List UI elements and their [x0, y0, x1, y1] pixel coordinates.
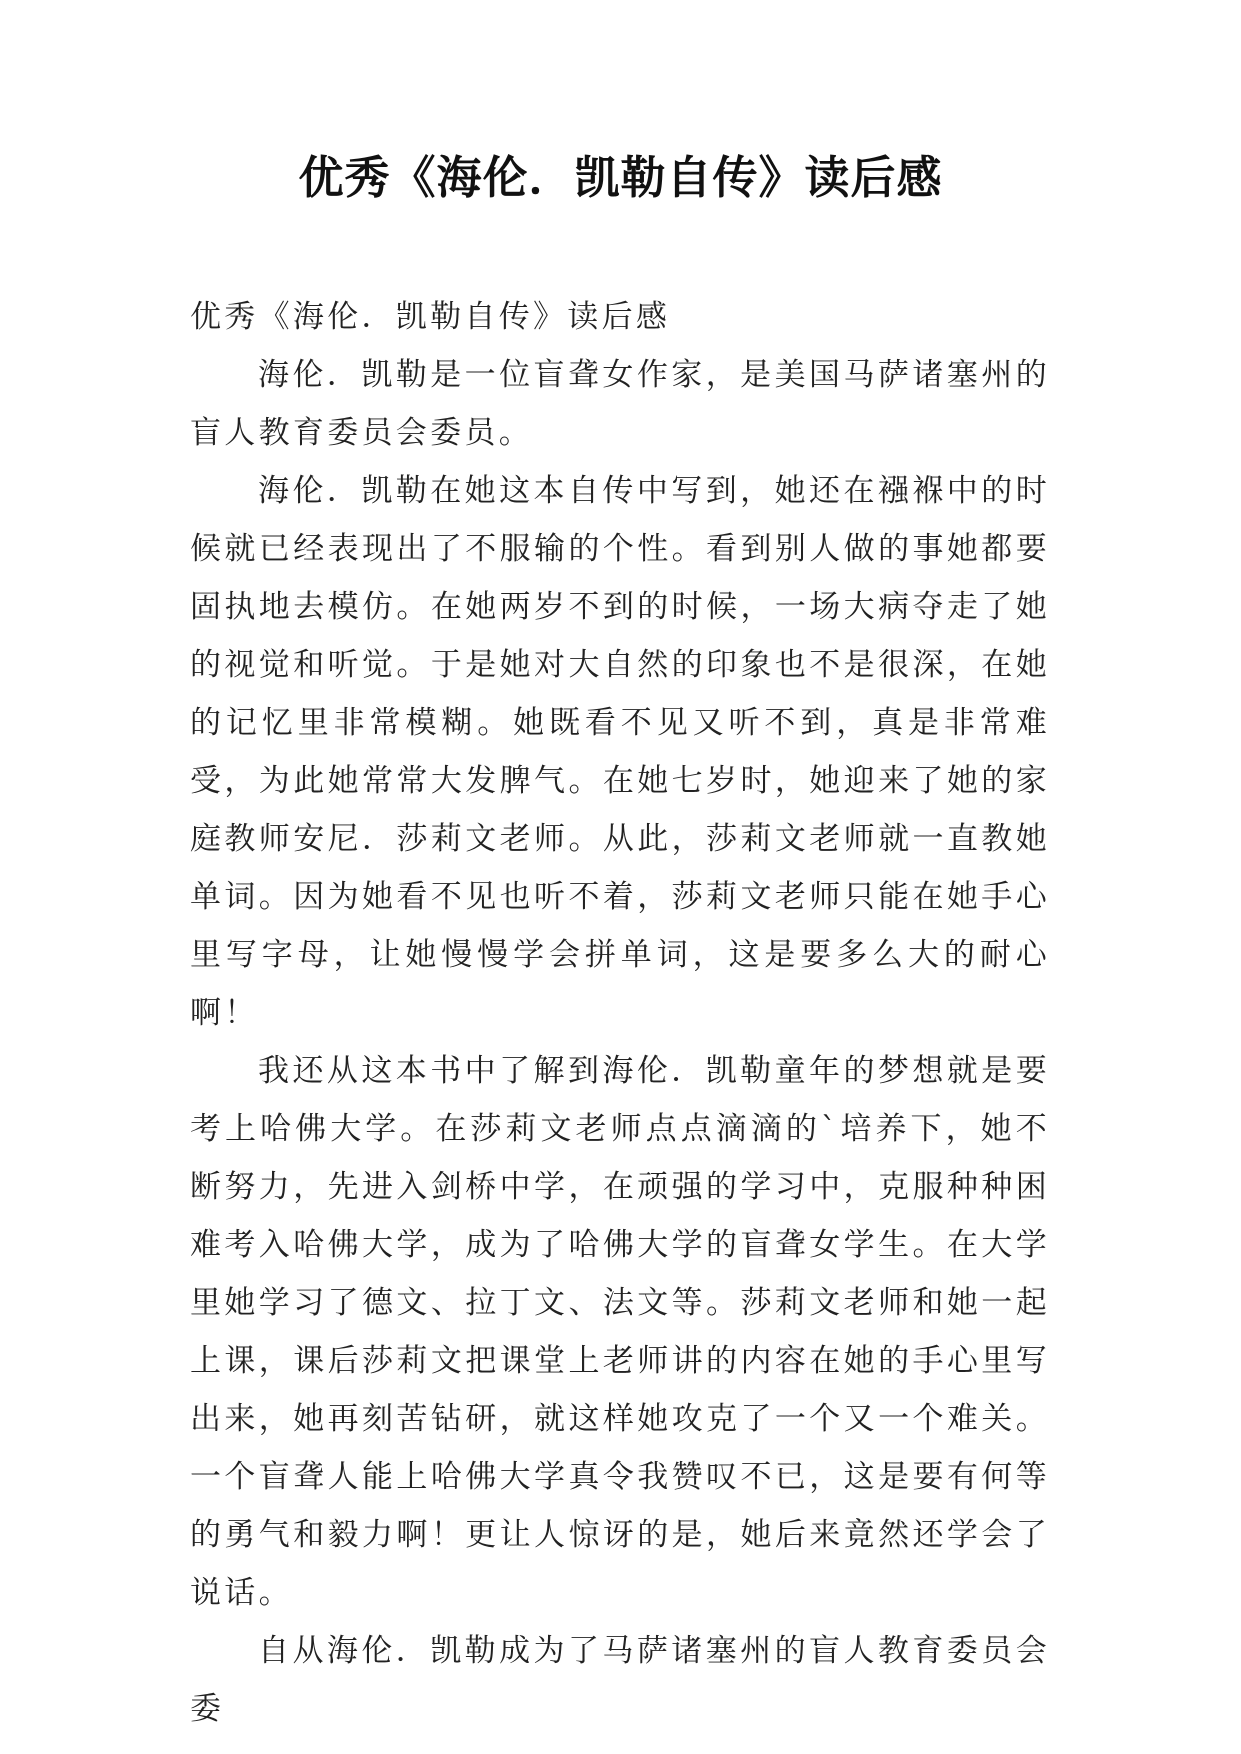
- paragraph: 海伦．凯勒在她这本自传中写到，她还在襁褓中的时候就已经表现出了不服输的个性。看到别人做的事她都要固执地去模仿。在她两岁不到的时候，一场大病夺走了她的视觉和听觉。于是她对大自然的印象也不是很深，在她的记忆里非常模糊。她既看不见又听不到，真是非常难受，为此她常常大发脾气。在她七岁时，她迎来了她的家庭教师安尼．莎莉文老师。从此，莎莉文老师就一直教她单词。因为她看不见也听不着，莎莉文老师只能在她手心里写字母，让她慢慢学会拼单词，这是要多么大的耐心啊！: [190, 473, 1050, 1031]
- document-title: 优秀《海伦．凯勒自传》读后感: [298, 151, 943, 204]
- document-subtitle: 优秀《海伦．凯勒自传》读后感: [190, 299, 671, 335]
- paragraph: 自从海伦．凯勒成为了马萨诸塞州的盲人教育委员会委: [190, 1633, 1050, 1727]
- document-body: [190, 288, 1050, 1738]
- paragraph: 我还从这本书中了解到海伦．凯勒童年的梦想就是要考上哈佛大学。在莎莉文老师点点滴滴的`培养下，她不断努力，先进入剑桥中学，在顽强的学习中，克服种种困难考入哈佛大学，成为了哈佛大学的盲聋女学生。在大学里她学习了德文、拉丁文、法文等。莎莉文老师和她一起上课，课后莎莉文把课堂上老师讲的内容在她的手心里写出来，她再刻苦钻研，就这样她攻克了一个又一个难关。一个盲聋人能上哈佛大学真令我赞叹不已，这是要有何等的勇气和毅力啊！更让人惊讶的是，她后来竟然还学会了说话。: [190, 1053, 1050, 1611]
- paragraph: 海伦．凯勒是一位盲聋女作家，是美国马萨诸塞州的盲人教育委员会委员。: [190, 357, 1050, 451]
